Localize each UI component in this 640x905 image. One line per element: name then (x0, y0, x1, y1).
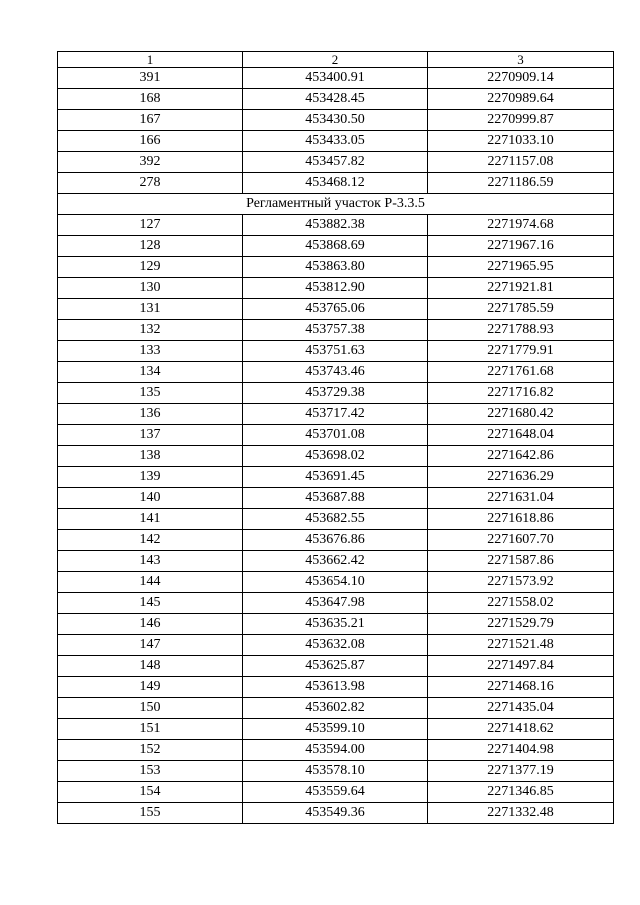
x-coordinate-cell: 453701.08 (243, 425, 428, 446)
x-coordinate-cell: 453691.45 (243, 467, 428, 488)
x-coordinate-cell: 453468.12 (243, 173, 428, 194)
table-row (58, 467, 614, 488)
x-coordinate-cell: 453687.88 (243, 488, 428, 509)
y-coordinate-cell: 2271636.29 (428, 467, 614, 488)
table-row (58, 152, 614, 173)
point-number-cell: 142 (58, 530, 243, 551)
y-coordinate-cell: 2271965.95 (428, 257, 614, 278)
point-number-cell: 155 (58, 803, 243, 824)
table-row (58, 593, 614, 614)
y-coordinate-cell: 2271680.42 (428, 404, 614, 425)
table-row (58, 782, 614, 803)
point-number-cell: 134 (58, 362, 243, 383)
table-row (58, 320, 614, 341)
x-coordinate-cell: 453632.08 (243, 635, 428, 656)
y-coordinate-cell: 2271967.16 (428, 236, 614, 257)
point-number-cell: 144 (58, 572, 243, 593)
x-coordinate-cell: 453654.10 (243, 572, 428, 593)
table-row (58, 677, 614, 698)
y-coordinate-cell: 2271587.86 (428, 551, 614, 572)
y-coordinate-cell: 2271921.81 (428, 278, 614, 299)
x-coordinate-cell: 453602.82 (243, 698, 428, 719)
point-number-cell: 133 (58, 341, 243, 362)
y-coordinate-cell: 2271435.04 (428, 698, 614, 719)
point-number-cell: 139 (58, 467, 243, 488)
point-number-cell: 145 (58, 593, 243, 614)
section-title-body (58, 194, 614, 215)
table-row (58, 215, 614, 236)
table-row (58, 173, 614, 194)
x-coordinate-cell: 453559.64 (243, 782, 428, 803)
point-number-cell: 130 (58, 278, 243, 299)
point-number-cell: 150 (58, 698, 243, 719)
point-number-cell: 129 (58, 257, 243, 278)
x-coordinate-cell: 453428.45 (243, 89, 428, 110)
point-number-cell: 391 (58, 68, 243, 89)
y-coordinate-cell: 2271497.84 (428, 656, 614, 677)
x-coordinate-cell: 453647.98 (243, 593, 428, 614)
y-coordinate-cell: 2271404.98 (428, 740, 614, 761)
point-number-cell: 392 (58, 152, 243, 173)
table-row (58, 803, 614, 824)
table-row (58, 236, 614, 257)
y-coordinate-cell: 2271418.62 (428, 719, 614, 740)
table-row (58, 446, 614, 467)
header-col-2: 2 (243, 52, 428, 68)
x-coordinate-cell: 453682.55 (243, 509, 428, 530)
table-row (58, 509, 614, 530)
y-coordinate-cell: 2271468.16 (428, 677, 614, 698)
x-coordinate-cell: 453882.38 (243, 215, 428, 236)
table-row (58, 635, 614, 656)
point-number-cell: 137 (58, 425, 243, 446)
x-coordinate-cell: 453676.86 (243, 530, 428, 551)
header-col-1: 1 (58, 52, 243, 68)
point-number-cell: 153 (58, 761, 243, 782)
point-number-cell: 136 (58, 404, 243, 425)
x-coordinate-cell: 453599.10 (243, 719, 428, 740)
y-coordinate-cell: 2271033.10 (428, 131, 614, 152)
point-number-cell: 147 (58, 635, 243, 656)
y-coordinate-cell: 2271631.04 (428, 488, 614, 509)
x-coordinate-cell: 453613.98 (243, 677, 428, 698)
section-title-row (58, 194, 614, 215)
point-number-cell: 151 (58, 719, 243, 740)
x-coordinate-cell: 453635.21 (243, 614, 428, 635)
table-row (58, 299, 614, 320)
table-row (58, 614, 614, 635)
x-coordinate-cell: 453751.63 (243, 341, 428, 362)
point-number-cell: 128 (58, 236, 243, 257)
point-number-cell: 149 (58, 677, 243, 698)
y-coordinate-cell: 2271332.48 (428, 803, 614, 824)
table-row (58, 530, 614, 551)
y-coordinate-cell: 2271618.86 (428, 509, 614, 530)
y-coordinate-cell: 2271974.68 (428, 215, 614, 236)
y-coordinate-cell: 2271716.82 (428, 383, 614, 404)
point-number-cell: 168 (58, 89, 243, 110)
point-number-cell: 167 (58, 110, 243, 131)
x-coordinate-cell: 453863.80 (243, 257, 428, 278)
x-coordinate-cell: 453729.38 (243, 383, 428, 404)
table-row (58, 278, 614, 299)
table-row (58, 551, 614, 572)
y-coordinate-cell: 2271642.86 (428, 446, 614, 467)
point-number-cell: 132 (58, 320, 243, 341)
y-coordinate-cell: 2271607.70 (428, 530, 614, 551)
point-number-cell: 140 (58, 488, 243, 509)
point-number-cell: 127 (58, 215, 243, 236)
table-row (58, 341, 614, 362)
table-row (58, 257, 614, 278)
table-body-group-2 (58, 215, 614, 824)
x-coordinate-cell: 453743.46 (243, 362, 428, 383)
table-row (58, 110, 614, 131)
header-col-3: 3 (428, 52, 614, 68)
x-coordinate-cell: 453400.91 (243, 68, 428, 89)
x-coordinate-cell: 453625.87 (243, 656, 428, 677)
table-row (58, 404, 614, 425)
point-number-cell: 154 (58, 782, 243, 803)
y-coordinate-cell: 2271558.02 (428, 593, 614, 614)
x-coordinate-cell: 453757.38 (243, 320, 428, 341)
x-coordinate-cell: 453765.06 (243, 299, 428, 320)
section-title: Регламентный участок Р-3.3.5 (58, 194, 614, 215)
table-header (58, 52, 614, 68)
table-row (58, 740, 614, 761)
x-coordinate-cell: 453457.82 (243, 152, 428, 173)
header-row (58, 52, 614, 68)
point-number-cell: 131 (58, 299, 243, 320)
point-number-cell: 278 (58, 173, 243, 194)
x-coordinate-cell: 453698.02 (243, 446, 428, 467)
table-row (58, 131, 614, 152)
y-coordinate-cell: 2271529.79 (428, 614, 614, 635)
table-row (58, 383, 614, 404)
y-coordinate-cell: 2271573.92 (428, 572, 614, 593)
y-coordinate-cell: 2271788.93 (428, 320, 614, 341)
y-coordinate-cell: 2271779.91 (428, 341, 614, 362)
point-number-cell: 152 (58, 740, 243, 761)
x-coordinate-cell: 453430.50 (243, 110, 428, 131)
table-row (58, 68, 614, 89)
x-coordinate-cell: 453578.10 (243, 761, 428, 782)
point-number-cell: 148 (58, 656, 243, 677)
y-coordinate-cell: 2271648.04 (428, 425, 614, 446)
y-coordinate-cell: 2271785.59 (428, 299, 614, 320)
point-number-cell: 146 (58, 614, 243, 635)
table-row (58, 698, 614, 719)
x-coordinate-cell: 453717.42 (243, 404, 428, 425)
x-coordinate-cell: 453812.90 (243, 278, 428, 299)
coordinates-table (57, 51, 614, 824)
point-number-cell: 135 (58, 383, 243, 404)
point-number-cell: 141 (58, 509, 243, 530)
point-number-cell: 138 (58, 446, 243, 467)
table-row (58, 719, 614, 740)
table-row (58, 89, 614, 110)
y-coordinate-cell: 2271761.68 (428, 362, 614, 383)
y-coordinate-cell: 2270909.14 (428, 68, 614, 89)
table-row (58, 761, 614, 782)
table-row (58, 572, 614, 593)
x-coordinate-cell: 453594.00 (243, 740, 428, 761)
y-coordinate-cell: 2270989.64 (428, 89, 614, 110)
point-number-cell: 143 (58, 551, 243, 572)
y-coordinate-cell: 2270999.87 (428, 110, 614, 131)
x-coordinate-cell: 453433.05 (243, 131, 428, 152)
x-coordinate-cell: 453662.42 (243, 551, 428, 572)
y-coordinate-cell: 2271186.59 (428, 173, 614, 194)
x-coordinate-cell: 453868.69 (243, 236, 428, 257)
x-coordinate-cell: 453549.36 (243, 803, 428, 824)
y-coordinate-cell: 2271346.85 (428, 782, 614, 803)
y-coordinate-cell: 2271377.19 (428, 761, 614, 782)
table-row (58, 656, 614, 677)
table-row (58, 362, 614, 383)
y-coordinate-cell: 2271521.48 (428, 635, 614, 656)
point-number-cell: 166 (58, 131, 243, 152)
table-row (58, 425, 614, 446)
table-row (58, 488, 614, 509)
table-body-group-1 (58, 68, 614, 194)
y-coordinate-cell: 2271157.08 (428, 152, 614, 173)
